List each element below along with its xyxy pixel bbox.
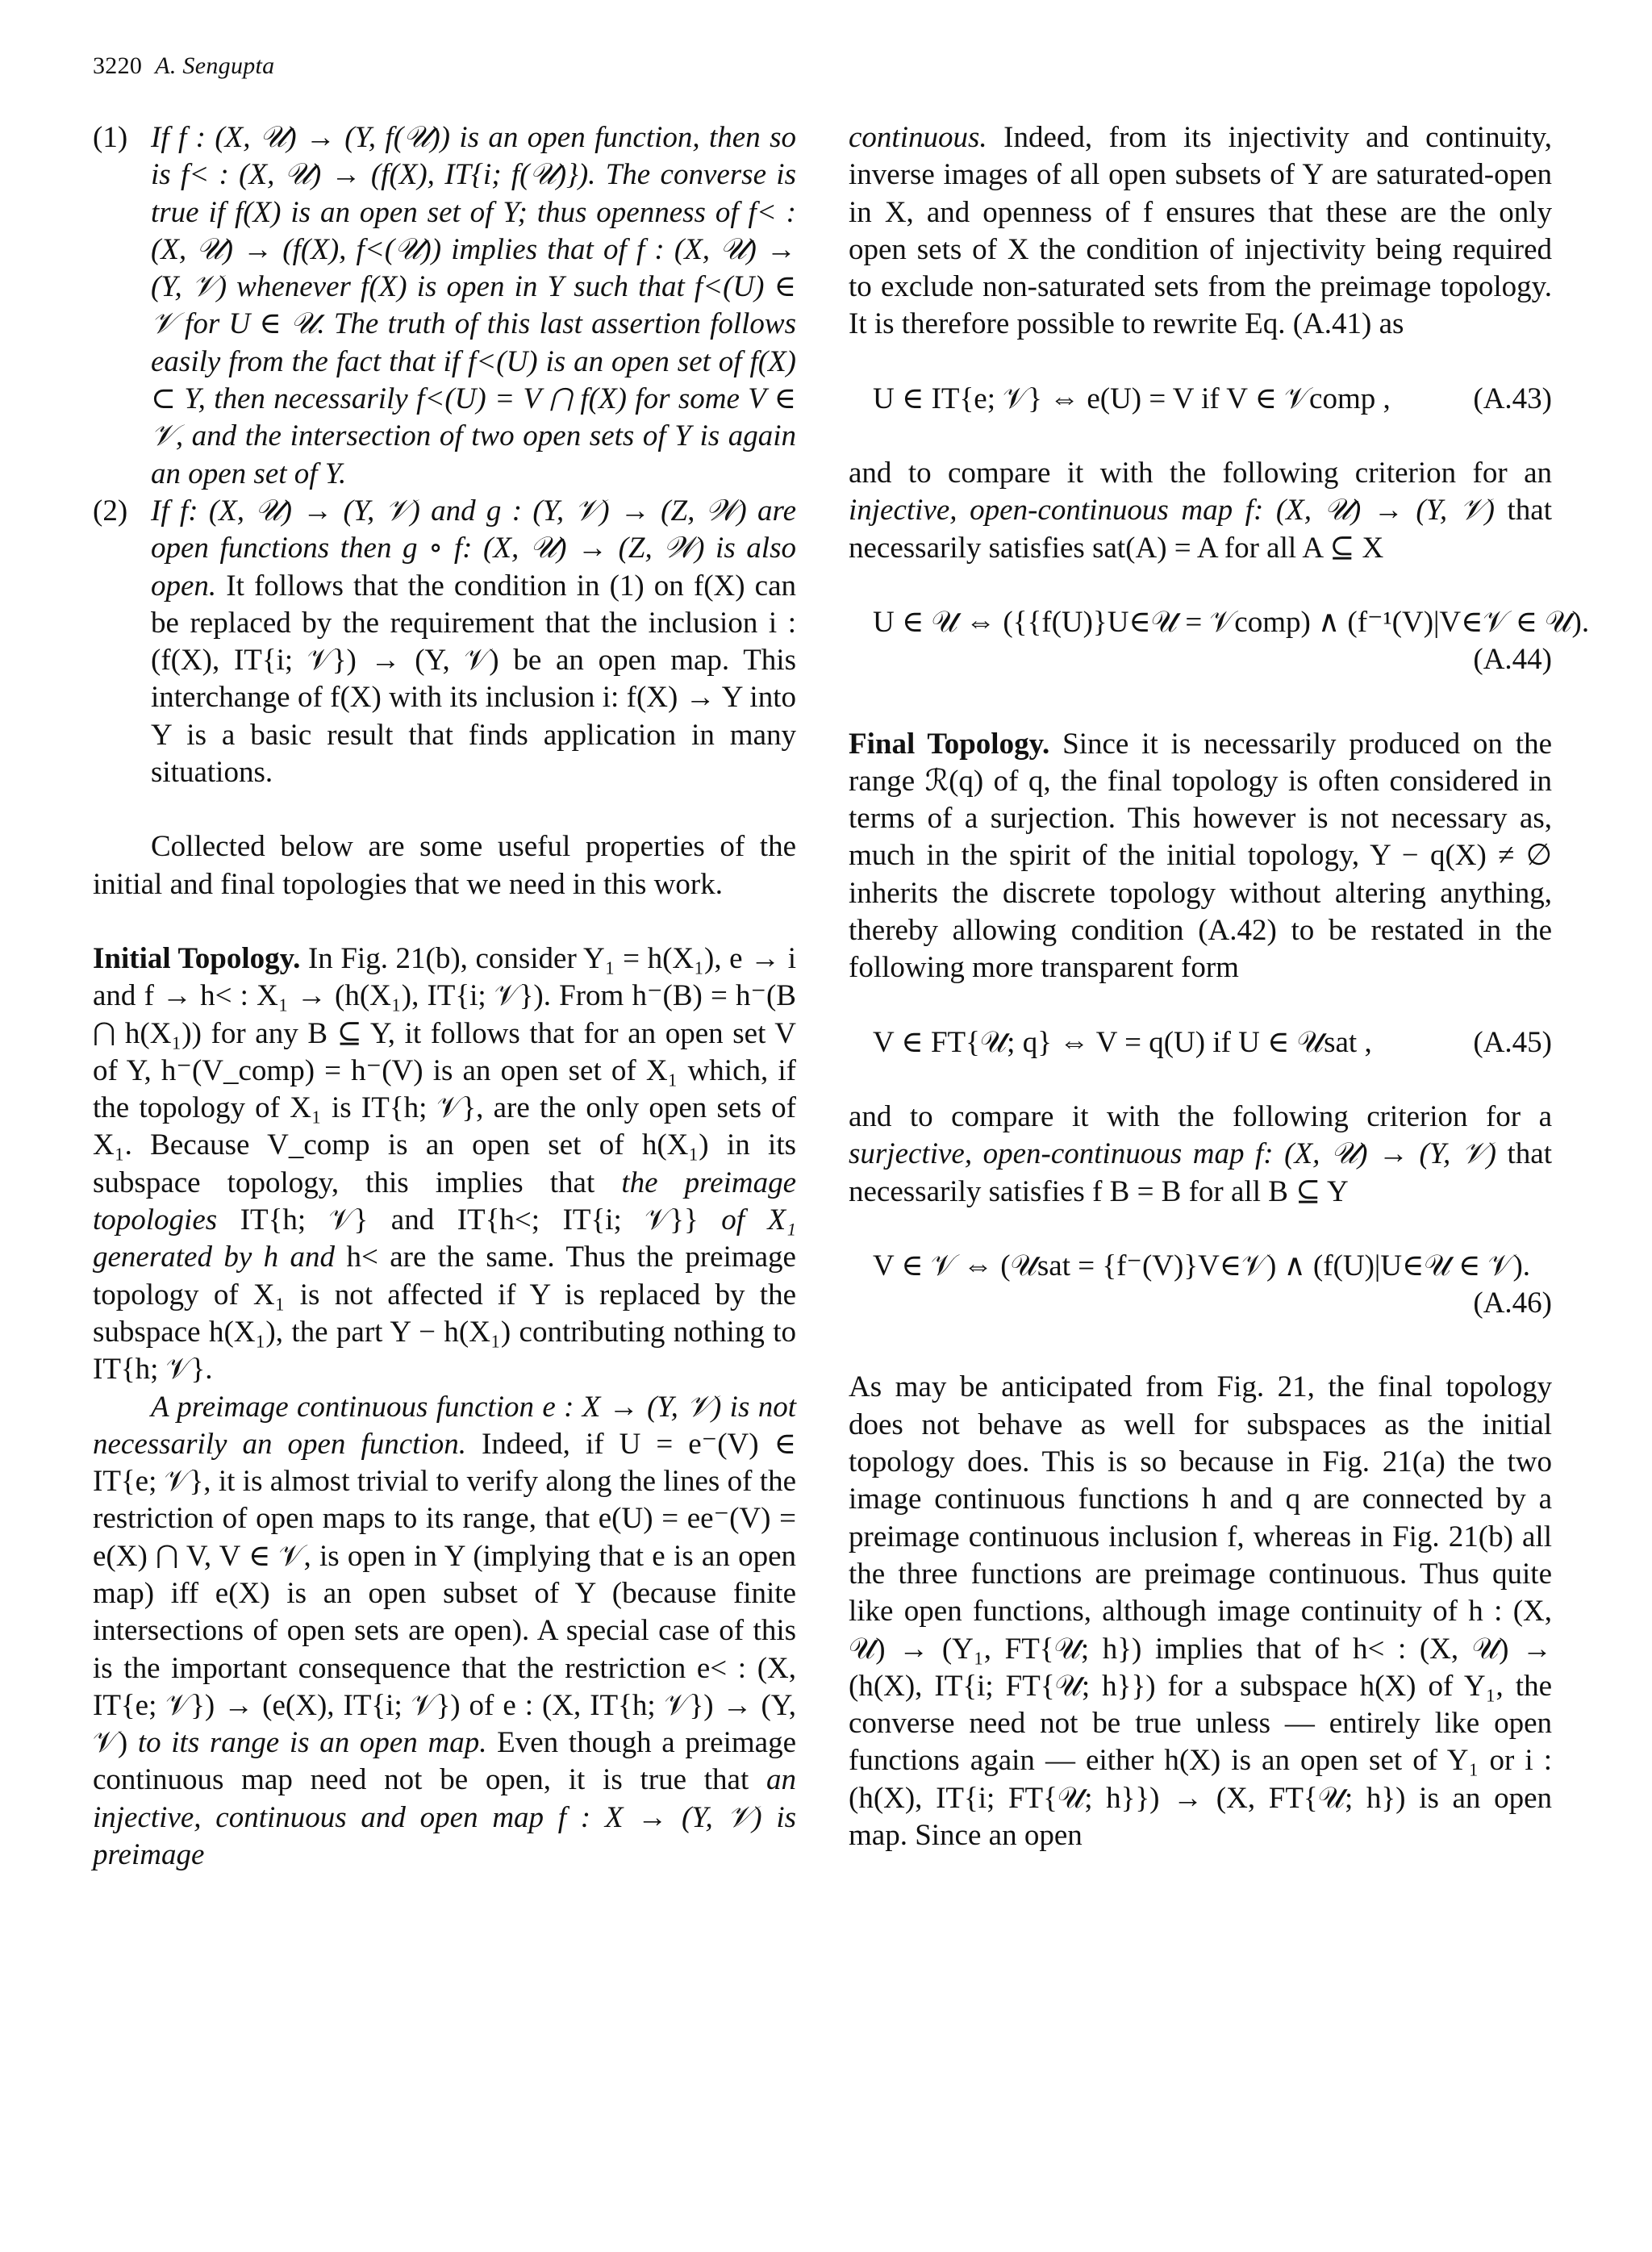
list-number: (1) [93, 121, 128, 154]
text-run: Indeed, if U = e⁻(V) ∈ IT{e; 𝒱}, it is almost trivial to verify along the lines of the restriction of open maps to its range, that e(U) = ee⁻(V) = e(X) ⋂ V, V ∈ 𝒱, is open in Y (implying that e is an open map) iff e(X) is an open subset of Y (because finite intersections of open sets are open). A special case of this is the important consequence that the restriction e< : (X, IT{e; 𝒱}) → (e(X), IT{i; 𝒱}) of e : (X, IT{h; 𝒱}) → (Y, 𝒱) [93, 1427, 796, 1760]
equation-label: (A.45) [1473, 1025, 1552, 1059]
list-item-2 [93, 493, 796, 791]
text-run: IT{h; 𝒱} and IT{h<; IT{i; 𝒱}} [217, 1203, 722, 1237]
paragraph-final-subspaces: As may be anticipated from Fig. 21, the final topology does not behave as well for subspaces as the initial topology does. This is so because in Fig. 21(a) the two image continuous functions h and q are connected by a preimage continuous inclusion f, whereas in Fig. 21(b) all the three functions are preimage continuous. Thus quite like open functions, although image continuity of h : (X, 𝒰) → (Y₁, FT{𝒰; h}) implies that of h< : (X, 𝒰) → (h(X), IT{i; FT{𝒰; h}}) for a subspace h(X) of Y₁, the converse need not be true unless — entirely like open functions again — either h(X) is an open set of Y₁ or i : (h(X), IT{i; FT{𝒰; h}}) → (X, FT{𝒰; h}) is an open map. Since an open [849, 1370, 1552, 1852]
equation-body: V ∈ 𝒱 ⇔ (𝒰sat = {f⁻(V)}V∈𝒱) ∧ (f(U)|U∈𝒰 ∈ 𝒱). [873, 1249, 1531, 1282]
paragraph-initial-topology [93, 940, 796, 1389]
list-item-text: If f : (X, 𝒰) → (Y, f(𝒰)) is an open function, then so is f< : (X, 𝒰) → (f(X), IT{i; f(𝒰)}). The converse is true if f(X) is an open set of Y; thus openness of f< : (X, 𝒰) → (f(X), f<(𝒰)) implies that of f : (X, 𝒰) → (Y, 𝒱) whenever f(X) is open in Y such that f<(U) ∈ 𝒱 for U ∈ 𝒰. The truth of this last assertion follows easily from the fact that if f<(U) is an open set of f(X) ⊂ Y, then necessarily f<(U) = V ⋂ f(X) for some V ∈ 𝒱, and the intersection of two open sets of Y is again an open set of Y. [151, 121, 796, 490]
list-item-1 [93, 119, 796, 493]
equation-a44 [849, 604, 1590, 679]
equation-label: (A.43) [1473, 382, 1552, 415]
running-author: A. Sengupta [155, 52, 275, 79]
page-number: 3220 [93, 52, 143, 79]
italic-run: the preimage topologies [93, 1166, 796, 1237]
text-run: and to compare it with the following criterion for an [849, 457, 1552, 490]
italic-run: continuous. [849, 121, 987, 154]
text-run: that necessarily satisfies sat(A) = A for all A ⊆ X [849, 494, 1552, 565]
list-number: (2) [93, 494, 128, 528]
right-column [849, 119, 1590, 1854]
italic-run: A preimage continuous function e : X → (Y, 𝒱) is not necessarily an open function. [93, 1390, 796, 1461]
text-run: and to compare it with the following criterion for a [849, 1099, 1552, 1133]
left-column [93, 119, 796, 1874]
italic-run: to its range is an open map. [137, 1726, 487, 1760]
text-run: Indeed, from its injectivity and continuity, inverse images of all open subsets of Y are saturated-open in X, and openness of f ensures that these are the only open sets of X the condition of injectivity being required to exclude non-saturated sets from the preimage topology. It is therefore possible to rewrite Eq. (A.41) as [849, 121, 1552, 341]
equation-a43 [849, 381, 1552, 418]
equation-label: (A.46) [1473, 1287, 1552, 1320]
equation-body: U ∈ 𝒰 ⇔ ({{f(U)}U∈𝒰 = 𝒱comp) ∧ (f⁻¹(V)|V∈𝒱 ∈ 𝒰). [873, 605, 1590, 639]
equation-body: U ∈ IT{e; 𝒱} ⇔ e(U) = V if V ∈ 𝒱comp , [873, 382, 1391, 415]
italic-run: If f: (X, 𝒰) → (Y, 𝒱) and g : (Y, 𝒱) → (Z, 𝒲) are open functions then g ∘ f: (X, 𝒰) → (Z, 𝒲) is also open. [151, 494, 796, 603]
text-run: It follows that the condition in (1) on f(X) can be replaced by the requirement that the inclusion i : (f(X), IT{i; 𝒱}) → (Y, 𝒱) be an open map. This interchange of f(X) with its inclusion i: f(X) → Y into Y is a basic result that finds application in many situations. [151, 569, 796, 790]
italic-run: injective, open-continuous map f: (X, 𝒰) → (Y, 𝒱) [849, 494, 1495, 528]
section-heading-initial: Initial Topology. [93, 941, 301, 975]
paragraph-surjective-criterion [849, 1099, 1552, 1211]
paragraph-final-topology [849, 726, 1552, 987]
text-run: Even though a preimage continuous map need not be open, it is true that [93, 1726, 796, 1797]
equation-a46 [849, 1248, 1552, 1323]
paragraph-continuous [849, 119, 1552, 344]
equation-label: (A.44) [1473, 643, 1552, 677]
italic-run: surjective, open-continuous map f: (X, 𝒰) → (Y, 𝒱) [849, 1137, 1496, 1171]
text-run: that necessarily satisfies f B = B for all B ⊆ Y [849, 1137, 1552, 1208]
list-item-text [151, 493, 796, 791]
paragraph-preimage-continuous [93, 1389, 796, 1875]
equation-body: V ∈ FT{𝒰; q} ⇔ V = q(U) if U ∈ 𝒰sat , [873, 1025, 1372, 1059]
text-run: h< are the same. Thus the preimage topology of X₁ is not affected if Y is replaced by the subspace h(X₁), the part Y − h(X₁) contributing nothing to IT{h; 𝒱}. [93, 1241, 796, 1387]
text-run: Since it is necessarily produced on the range ℛ(q) of q, the final topology is often considered in terms of a surjection. This however is not necessary as, much in the spirit of the initial topology, Y − q(X) ≠ ∅ inherits the discrete topology without altering anything, thereby allowing condition (A.42) to be restated in the following more transparent form [849, 727, 1552, 985]
text-run: In Fig. 21(b), consider Y₁ = h(X₁), e → i and f → h< : X₁ → (h(X₁), IT{i; 𝒱}). From h⁻(B) = h⁻(B ⋂ h(X₁)) for any B ⊆ Y, it follows that for an open set V of Y, h⁻(V_comp) = h⁻(V) is an open set of X₁ which, if the topology of X₁ is IT{h; 𝒱}, are the only open sets of X₁. Because V_comp is an open set of h(X₁) in its subspace topology, this implies that [93, 941, 796, 1199]
paragraph-collected: Collected below are some useful properties of the initial and final topologies that we need in this work. [93, 830, 796, 901]
running-header [93, 50, 274, 82]
italic-run: of X₁ generated by h and [93, 1203, 797, 1274]
italic-run: an injective, continuous and open map f : X → (Y, 𝒱) is preimage [93, 1763, 796, 1872]
paragraph-injective-criterion [849, 455, 1552, 567]
section-heading-final: Final Topology. [849, 727, 1050, 761]
equation-a45 [849, 1024, 1552, 1061]
